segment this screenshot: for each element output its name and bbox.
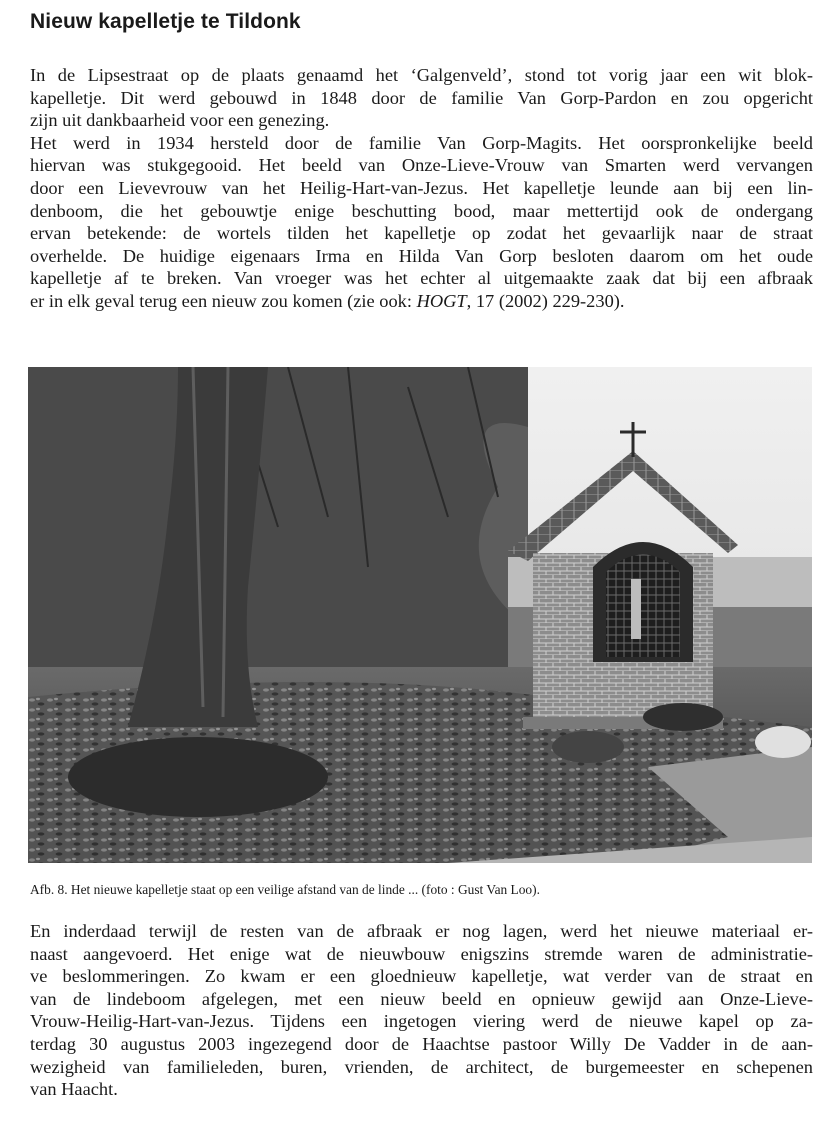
text-line: van Haacht. [30,1079,118,1100]
closing-paragraph [30,920,813,1101]
text-fragment: er in elk geval terug een nieuw zou komen (zie ook: [30,290,417,311]
text-line: door een Lievevrouw van het Heilig-Hart-van-Jezus. Het kapelletje leunde aan bij een lin- [30,177,813,198]
text-line: Het werd in 1934 hersteld door de familie Van Gorp-Magits. Het oorspronkelijke beeld [30,132,813,153]
text-line: van de lindeboom afgelegen, met een nieuw beeld en opnieuw gewijd aan Onze-Lieve- [30,988,813,1009]
text-fragment: , 17 (2002) 229-230). [466,290,625,311]
text-line: wezigheid van familieleden, buren, vrienden, de architect, de burgemeester en schepenen [30,1056,813,1077]
intro-paragraph [30,64,813,313]
text-line: In de Lipsestraat op de plaats genaamd het ‘Galgenveld’, stond tot vorig jaar een wit blok- [30,65,813,85]
text-line: kapelletje af te breken. Van vroeger was het echter al uitgemaakte zaak dat bij een afbraak [30,268,813,289]
text-line: denboom, die het gebouwtje enige beschutting bood, maar mettertijd ook de ondergang [30,200,813,221]
figure-caption: Afb. 8. Het nieuwe kapelletje staat op een veilige afstand van de linde ... (foto : Gust Van Loo). [30,882,540,897]
chapel-photo [28,367,812,863]
text-line: terdag 30 augustus 2003 ingezegend door de Haachtse pastoor Willy De Vadder in de aan- [30,1033,813,1054]
text-line: hiervan was stukgegooid. Het beeld van Onze-Lieve-Vrouw van Smarten werd vervangen [30,155,813,176]
text-line: zijn uit dankbaarheid voor een genezing. [30,110,330,131]
text-line [30,290,813,313]
text-line: overhelde. De huidige eigenaars Irma en Hilda Van Gorp besloten daarom om het oude [30,245,813,266]
text-line: naast aangevoerd. Het enige wat de nieuwbouw enigszins stremde waren de administratie- [30,943,813,964]
text-line: Vrouw-Heilig-Hart-van-Jezus. Tijdens een ingetogen viering werd de nieuwe kapel op za- [30,1011,813,1032]
text-line: ervan betekende: de wortels tilden het kapelletje op zodat het gevaarlijk naar de straat [30,223,813,244]
text-line: kapelletje. Dit werd gebouwd in 1848 door de familie Van Gorp-Pardon en zou opgericht [30,87,813,108]
text-line: En inderdaad terwijl de resten van de afbraak er nog lagen, werd het nieuwe materiaal er- [30,921,813,941]
page-title: Nieuw kapelletje te Tildonk [30,10,301,33]
journal-reference: HOGT [416,290,467,311]
text-line: ve beslommeringen. Zo kwam er een gloednieuw kapelletje, wat verder van de straat en [30,966,813,987]
